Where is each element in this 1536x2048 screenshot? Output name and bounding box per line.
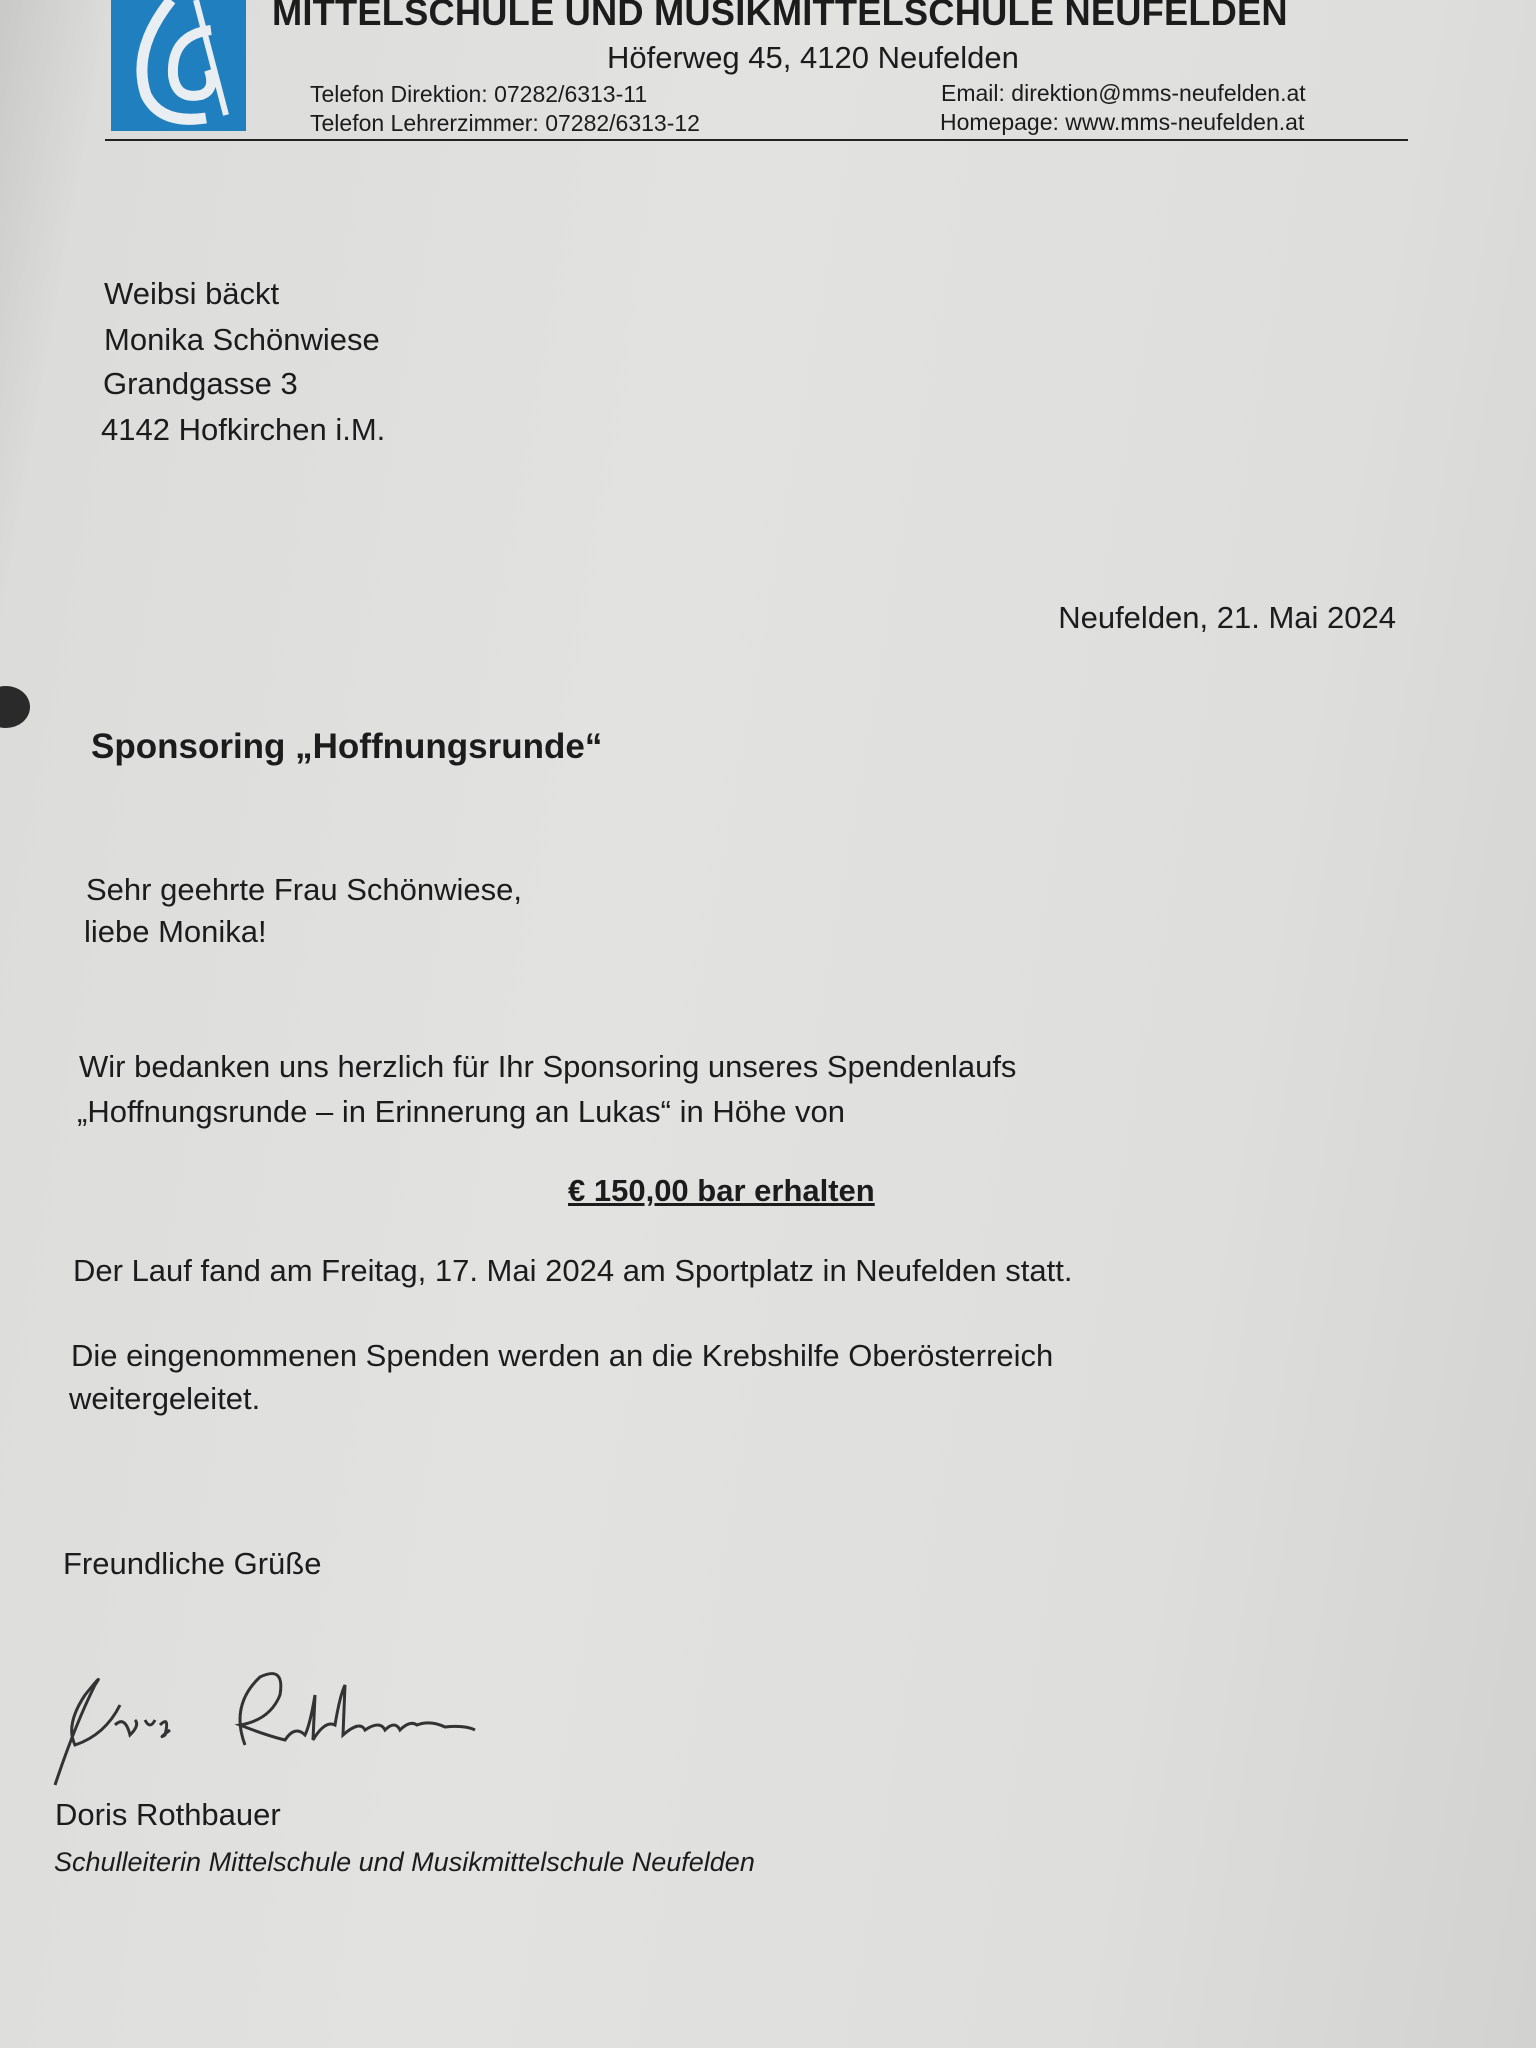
handwritten-signature — [45, 1665, 495, 1800]
letter-date: Neufelden, 21. Mai 2024 — [1058, 600, 1396, 635]
punch-hole — [0, 686, 30, 728]
salutation-line: Sehr geehrte Frau Schönwiese, — [86, 872, 522, 907]
recipient-line: 4142 Hofkirchen i.M. — [101, 412, 386, 447]
treble-clef-logo-icon — [111, 0, 246, 131]
school-name: MITTELSCHULE UND MUSIKMITTELSCHULE NEUFELDEN — [272, 0, 1288, 33]
paragraph-line: Wir bedanken uns herzlich für Ihr Sponsoring unseres Spendenlaufs — [79, 1049, 1017, 1084]
signer-name: Doris Rothbauer — [55, 1797, 281, 1832]
recipient-line: Weibsi bäckt — [104, 276, 280, 311]
paragraph-line: Der Lauf fand am Freitag, 17. Mai 2024 am Sportplatz in Neufelden statt. — [73, 1253, 1073, 1288]
recipient-line: Monika Schönwiese — [104, 322, 380, 357]
school-homepage: Homepage: www.mms-neufelden.at — [940, 109, 1305, 135]
header-divider — [105, 139, 1408, 141]
closing: Freundliche Grüße — [63, 1546, 322, 1581]
subject: Sponsoring „Hoffnungsrunde“ — [91, 727, 603, 766]
school-logo — [111, 0, 246, 131]
paragraph-line: weitergeleitet. — [69, 1381, 261, 1416]
paragraph-line: „Hoffnungsrunde – in Erinnerung an Lukas“ in Höhe von — [77, 1094, 846, 1129]
school-address: Höferweg 45, 4120 Neufelden — [607, 40, 1019, 75]
school-email: Email: direktion@mms-neufelden.at — [941, 80, 1306, 106]
signer-title: Schulleiterin Mittelschule und Musikmittelschule Neufelden — [54, 1847, 755, 1877]
amount: € 150,00 bar erhalten — [568, 1173, 875, 1208]
phone-direction: Telefon Direktion: 07282/6313-11 — [310, 81, 648, 107]
paragraph-line: Die eingenommenen Spenden werden an die Krebshilfe Oberösterreich — [71, 1338, 1054, 1373]
phone-staffroom: Telefon Lehrerzimmer: 07282/6313-12 — [310, 110, 700, 136]
salutation-line: liebe Monika! — [84, 914, 267, 949]
recipient-line: Grandgasse 3 — [103, 366, 298, 401]
